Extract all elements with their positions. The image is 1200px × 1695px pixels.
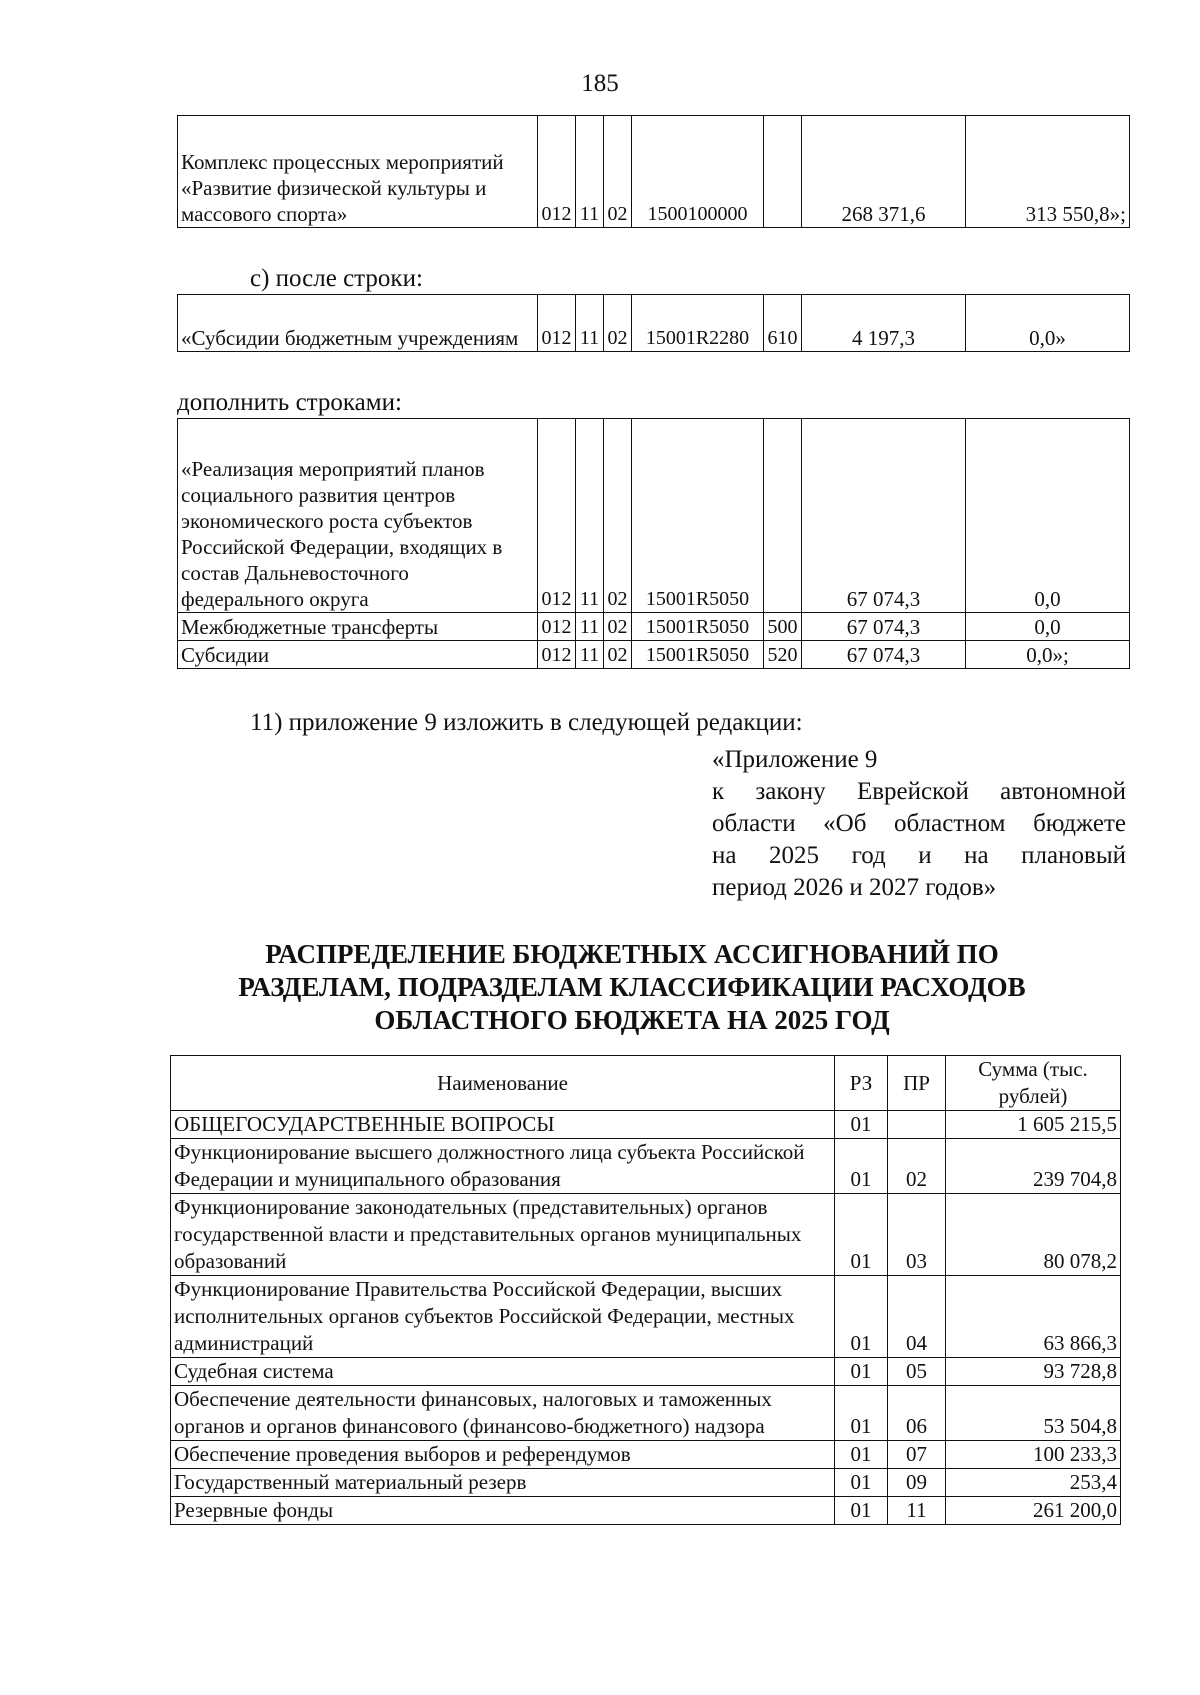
appendix-line: период 2026 и 2027 годов» bbox=[712, 874, 997, 901]
row-pr: 02 bbox=[604, 419, 632, 613]
table-row bbox=[178, 419, 1130, 613]
row-rz: 01 bbox=[835, 1139, 888, 1194]
heading-line: РАСПРЕДЕЛЕНИЕ БЮДЖЕТНЫХ АССИГНОВАНИЙ ПО bbox=[265, 939, 999, 969]
row-pr: 02 bbox=[604, 613, 632, 641]
row-csr: 15001R5050 bbox=[632, 613, 764, 641]
table-row bbox=[178, 116, 1130, 228]
row-name: Межбюджетные трансферты bbox=[178, 613, 538, 641]
row-gr: 012 bbox=[538, 419, 576, 613]
row-name: Функционирование законодательных (представительных) органов государственной власти и представительных органов муниципальных образований bbox=[171, 1194, 835, 1276]
row-gr: 012 bbox=[538, 295, 576, 352]
label-after-row: с) после строки: bbox=[250, 265, 423, 292]
row-pr: 02 bbox=[888, 1139, 946, 1194]
row-rz: 01 bbox=[835, 1276, 888, 1358]
table-row bbox=[178, 641, 1130, 669]
row-sum-2026: 67 074,3 bbox=[802, 613, 966, 641]
row-sum-2026: 4 197,3 bbox=[802, 295, 966, 352]
row-sum: 100 233,3 bbox=[946, 1441, 1121, 1469]
row-sum: 93 728,8 bbox=[946, 1358, 1121, 1386]
row-sum-2026: 67 074,3 bbox=[802, 641, 966, 669]
row-rz: 01 bbox=[835, 1194, 888, 1276]
row-rz: 11 bbox=[576, 116, 604, 228]
label-supplement: дополнить строками: bbox=[177, 389, 402, 416]
row-sum-2026: 67 074,3 bbox=[802, 419, 966, 613]
row-vr: 610 bbox=[764, 295, 802, 352]
row-vr bbox=[764, 419, 802, 613]
row-sum: 80 078,2 bbox=[946, 1194, 1121, 1276]
row-pr: 09 bbox=[888, 1469, 946, 1497]
appendix-line: «Приложение 9 bbox=[712, 746, 878, 773]
row-sum: 63 866,3 bbox=[946, 1276, 1121, 1358]
row-name: «Субсидии бюджетным учреждениям bbox=[178, 295, 538, 352]
row-sum-2027: 0,0 bbox=[966, 613, 1130, 641]
document-heading bbox=[170, 938, 1094, 1037]
row-name: Функционирование высшего должностного лица субъекта Российской Федерации и муниципального образования bbox=[171, 1139, 835, 1194]
table-row bbox=[171, 1358, 1121, 1386]
row-rz: 01 bbox=[835, 1358, 888, 1386]
row-csr: 1500100000 bbox=[632, 116, 764, 228]
table-added-rows bbox=[177, 418, 1130, 669]
appendix-line: на 2025 год и на плановый bbox=[712, 842, 1126, 869]
row-pr: 02 bbox=[604, 295, 632, 352]
table-header-row bbox=[171, 1056, 1121, 1111]
table-row bbox=[171, 1441, 1121, 1469]
row-sum: 261 200,0 bbox=[946, 1497, 1121, 1525]
table-sports-program bbox=[177, 115, 1130, 228]
row-rz: 01 bbox=[835, 1497, 888, 1525]
heading-line: РАЗДЕЛАМ, ПОДРАЗДЕЛАМ КЛАССИФИКАЦИИ РАСХОДОВ bbox=[238, 972, 1026, 1002]
table-row bbox=[178, 613, 1130, 641]
item-11-text: 11) приложение 9 изложить в следующей редакции: bbox=[250, 709, 803, 736]
table-row bbox=[171, 1276, 1121, 1358]
row-vr bbox=[764, 116, 802, 228]
table-row bbox=[171, 1111, 1121, 1139]
table-row bbox=[171, 1469, 1121, 1497]
row-name: Комплекс процессных мероприятий «Развитие физической культуры и массового спорта» bbox=[178, 116, 538, 228]
row-pr: 03 bbox=[888, 1194, 946, 1276]
table-row bbox=[171, 1497, 1121, 1525]
row-gr: 012 bbox=[538, 613, 576, 641]
row-sum-2027: 0,0» bbox=[966, 295, 1130, 352]
row-name: Государственный материальный резерв bbox=[171, 1469, 835, 1497]
row-rz: 11 bbox=[576, 641, 604, 669]
appendix-reference bbox=[712, 744, 1126, 904]
row-rz: 01 bbox=[835, 1469, 888, 1497]
row-sum-2026: 268 371,6 bbox=[802, 116, 966, 228]
row-pr bbox=[888, 1111, 946, 1139]
table-row bbox=[171, 1386, 1121, 1441]
row-rz: 01 bbox=[835, 1386, 888, 1441]
row-vr: 500 bbox=[764, 613, 802, 641]
row-pr: 11 bbox=[888, 1497, 946, 1525]
row-vr: 520 bbox=[764, 641, 802, 669]
row-rz: 01 bbox=[835, 1441, 888, 1469]
header-rz: РЗ bbox=[835, 1056, 888, 1111]
table-subsidy-row bbox=[177, 294, 1130, 352]
row-pr: 06 bbox=[888, 1386, 946, 1441]
distribution-table bbox=[170, 1055, 1121, 1525]
row-sum-2027: 0,0»; bbox=[966, 641, 1130, 669]
row-rz: 11 bbox=[576, 419, 604, 613]
row-pr: 02 bbox=[604, 116, 632, 228]
row-pr: 05 bbox=[888, 1358, 946, 1386]
row-sum: 239 704,8 bbox=[946, 1139, 1121, 1194]
row-name: Функционирование Правительства Российской Федерации, высших исполнительных органов субъектов Российской Федерации, местных администраций bbox=[171, 1276, 835, 1358]
row-pr: 07 bbox=[888, 1441, 946, 1469]
heading-line: ОБЛАСТНОГО БЮДЖЕТА НА 2025 ГОД bbox=[374, 1005, 890, 1035]
row-name: ОБЩЕГОСУДАРСТВЕННЫЕ ВОПРОСЫ bbox=[171, 1111, 835, 1139]
row-gr: 012 bbox=[538, 116, 576, 228]
row-name: Обеспечение деятельности финансовых, налоговых и таможенных органов и органов финансового (финансово-бюджетного) надзора bbox=[171, 1386, 835, 1441]
header-sum: Сумма (тыс. рублей) bbox=[946, 1056, 1121, 1111]
row-sum-2027: 313 550,8»; bbox=[966, 116, 1130, 228]
row-pr: 04 bbox=[888, 1276, 946, 1358]
table-row bbox=[171, 1139, 1121, 1194]
row-rz: 11 bbox=[576, 295, 604, 352]
row-gr: 012 bbox=[538, 641, 576, 669]
row-name: Судебная система bbox=[171, 1358, 835, 1386]
header-pr: ПР bbox=[888, 1056, 946, 1111]
table-row bbox=[171, 1194, 1121, 1276]
row-sum: 1 605 215,5 bbox=[946, 1111, 1121, 1139]
appendix-line: области «Об областном бюджете bbox=[712, 810, 1126, 837]
row-rz: 11 bbox=[576, 613, 604, 641]
row-csr: 15001R2280 bbox=[632, 295, 764, 352]
row-name: Резервные фонды bbox=[171, 1497, 835, 1525]
row-name: Субсидии bbox=[178, 641, 538, 669]
row-csr: 15001R5050 bbox=[632, 419, 764, 613]
row-sum: 53 504,8 bbox=[946, 1386, 1121, 1441]
row-sum: 253,4 bbox=[946, 1469, 1121, 1497]
appendix-line: к закону Еврейской автономной bbox=[712, 778, 1126, 805]
row-name: «Реализация мероприятий планов социального развития центров экономического роста субъектов Российской Федерации, входящих в состав Дальневосточного федерального округа bbox=[178, 419, 538, 613]
row-pr: 02 bbox=[604, 641, 632, 669]
row-csr: 15001R5050 bbox=[632, 641, 764, 669]
header-name: Наименование bbox=[171, 1056, 835, 1111]
table-row bbox=[178, 295, 1130, 352]
row-name: Обеспечение проведения выборов и референдумов bbox=[171, 1441, 835, 1469]
page-number: 185 bbox=[581, 70, 619, 97]
row-sum-2027: 0,0 bbox=[966, 419, 1130, 613]
row-rz: 01 bbox=[835, 1111, 888, 1139]
